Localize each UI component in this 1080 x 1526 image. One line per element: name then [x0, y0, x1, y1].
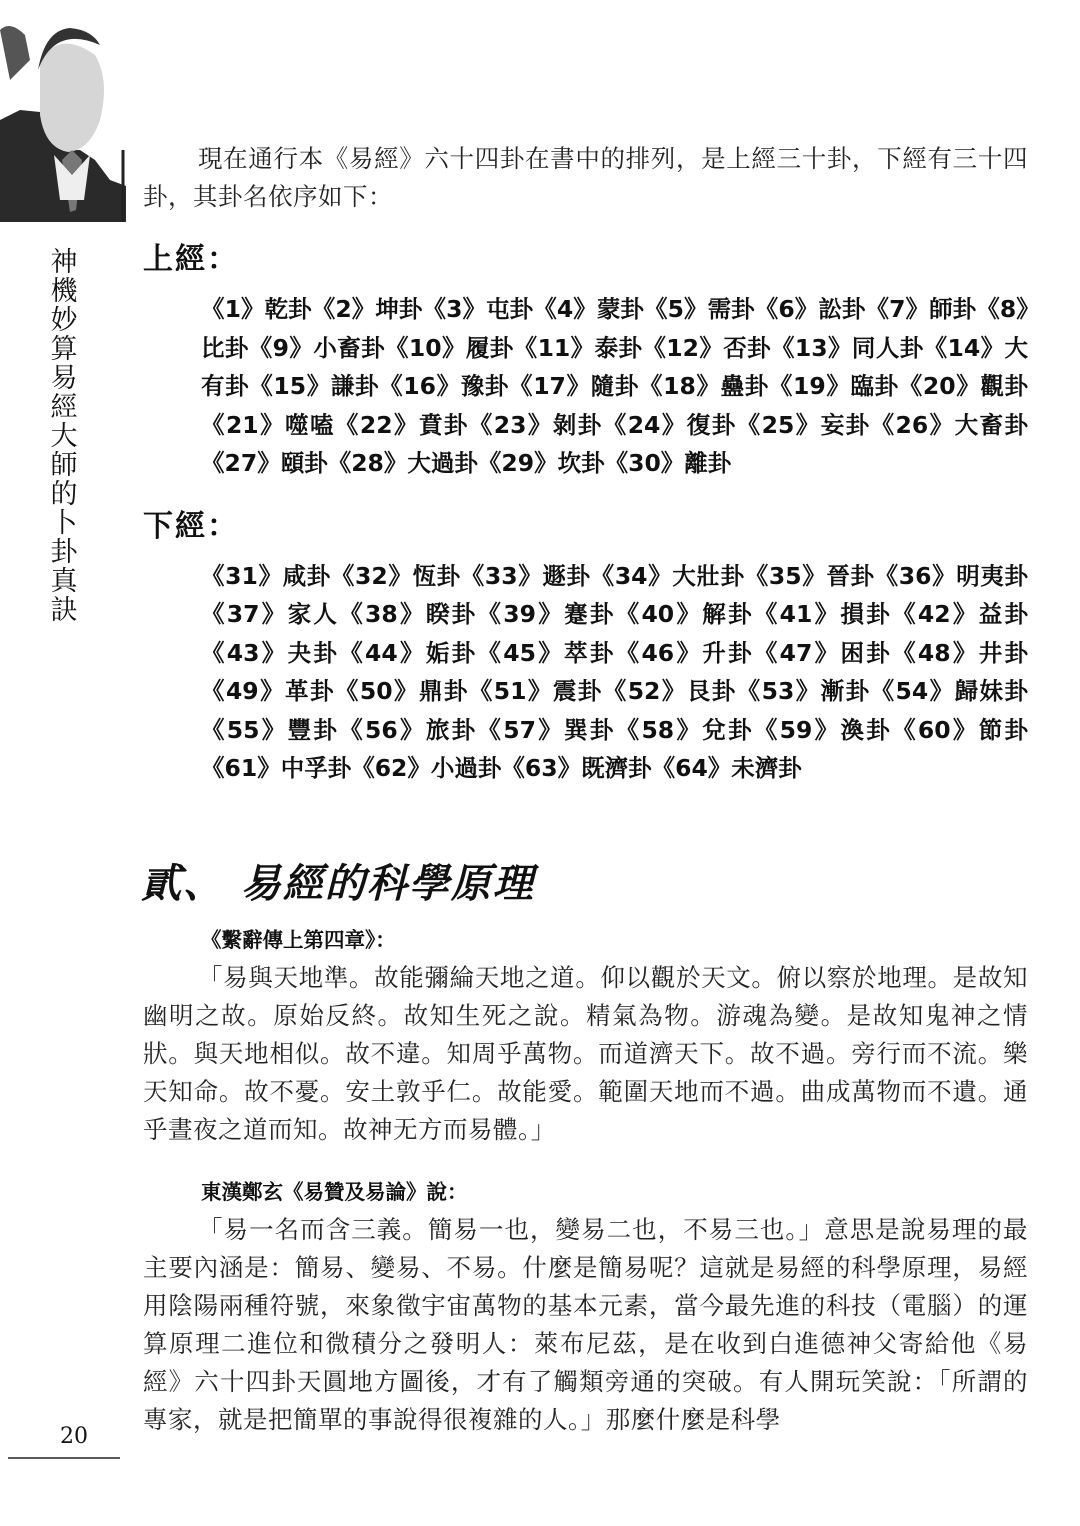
page-number: 20	[60, 1424, 88, 1449]
lower-canon-heading: 下經：	[143, 508, 239, 544]
quote1-source: 《繫辭傳上第四章》：	[201, 927, 396, 952]
upper-canon-heading: 上經：	[143, 242, 239, 277]
vertical-title-char: 訣	[50, 595, 78, 626]
vertical-book-title	[46, 248, 82, 625]
vertical-title-char: 師	[50, 450, 78, 481]
intro-paragraph: 現在通行本《易經》六十四卦在書中的排列，是上經三十卦，下經有三十四卦，其卦名依序如下：	[143, 144, 1028, 211]
vertical-title-char: 機	[50, 276, 78, 307]
page-content	[143, 140, 1028, 1439]
vertical-title-char: 的	[50, 479, 78, 510]
quote2-text: 「易一名而含三義。簡易一也，變易二也，不易三也。」意思是說易理的最主要內涵是：簡易、變易、不易。什麼是簡易呢？這就是易經的科學原理，易經用陰陽兩種符號，來象徵宇宙萬物的基本元素，當今最先進的科技（電腦）的運算原理二進位和微積分之發明人：萊布尼茲，是在收到白進德神父寄給他《易經》六十四卦天圓地方圖後，才有了觸類旁通的突破。有人開玩笑說：「所謂的專家，就是把簡單的事說得很複雜的人。」那麼什麼是科學	[143, 1214, 1028, 1434]
vertical-title-char: 易	[50, 363, 78, 394]
vertical-title-char: 卦	[50, 537, 78, 568]
vertical-title-char: 真	[50, 566, 78, 597]
lower-canon-list: 《31》咸卦《32》恆卦《33》遯卦《34》大壯卦《35》晉卦《36》明夷卦《37》家人《38》睽卦《39》蹇卦《40》解卦《41》損卦《42》益卦《43》夬卦《44》姤卦《45》萃卦《46》升卦《47》困卦《48》井卦《49》革卦《50》鼎卦《51》震卦《52》艮卦《53》漸卦《54》歸妹卦《55》豐卦《56》旅卦《57》巽卦《58》兌卦《59》渙卦《60》節卦《61》中孚卦《62》小過卦《63》既濟卦《64》未濟卦	[201, 561, 1028, 782]
quote1-text: 「易與天地準。故能彌綸天地之道。仰以觀於天文。俯以察於地理。是故知幽明之故。原始反終。故知生死之說。精氣為物。游魂為變。是故知鬼神之情狀。與天地相似。故不違。知周乎萬物。而道濟天下。故不過。旁行而不流。樂天知命。故不憂。安土敦乎仁。故能愛。範圍天地而不過。曲成萬物而不遺。通乎晝夜之道而知。故神无方而易體。」	[143, 962, 1028, 1144]
vertical-title-char: 神	[50, 247, 78, 278]
page-number-rule	[8, 1455, 120, 1461]
quote2-source: 東漢鄭玄《易贊及易論》說：	[201, 1179, 468, 1204]
upper-canon-list: 《1》乾卦《2》坤卦《3》屯卦《4》蒙卦《5》需卦《6》訟卦《7》師卦《8》比卦《9》小畜卦《10》履卦《11》泰卦《12》否卦《13》同人卦《14》大有卦《15》謙卦《16》豫卦《17》隨卦《18》蠱卦《19》臨卦《20》觀卦《21》噬嗑《22》賁卦《23》剝卦《24》復卦《25》妄卦《26》大畜卦《27》頤卦《28》大過卦《29》坎卦《30》離卦	[201, 295, 1028, 477]
vertical-title-char: 妙	[50, 305, 78, 336]
vertical-title-char: 經	[50, 392, 78, 423]
author-photo	[0, 0, 126, 222]
vertical-title-char: 卜	[50, 508, 78, 539]
section-title: 貳、 易經的科學原理	[141, 859, 535, 907]
vertical-title-char: 算	[50, 334, 78, 365]
vertical-title-char: 大	[50, 421, 78, 452]
